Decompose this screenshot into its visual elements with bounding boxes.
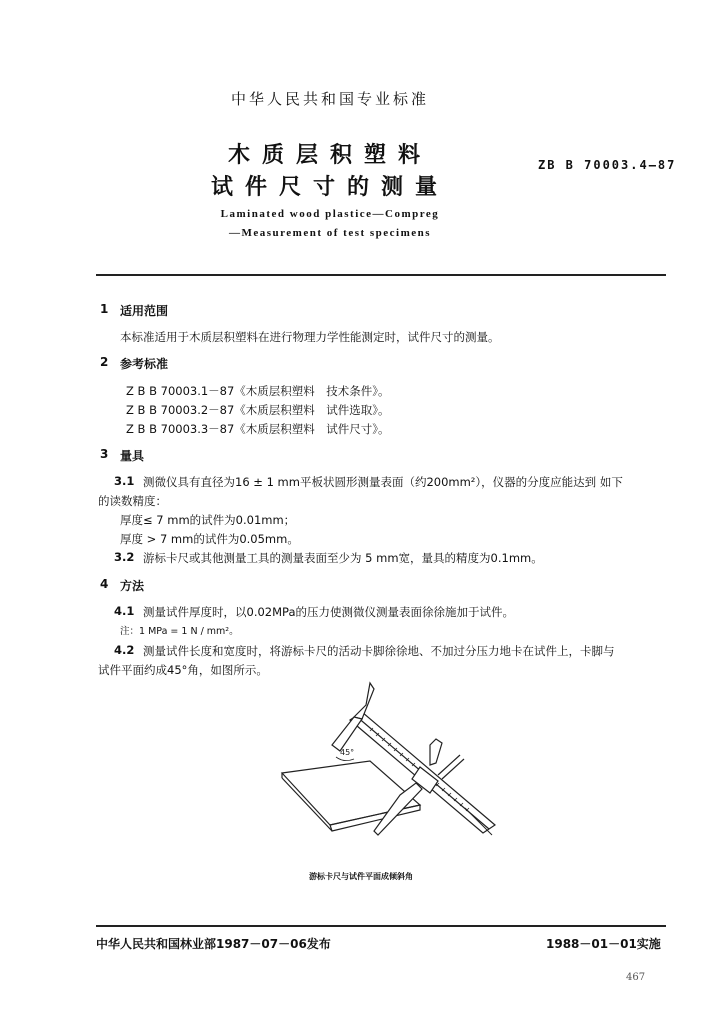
clause-3-1-text: 测微仪具有直径为16 ± 1 mm平板状圆形测量表面（约200mm²），仪器的分度应能达到 如下 [143, 475, 623, 489]
note: 注：1 MPa = 1 N / mm²。 [120, 626, 239, 637]
clause-3-1-number: 3.1 [114, 474, 135, 488]
clause-4-1-number: 4.1 [114, 604, 135, 618]
english-title-line-2: —Measurement of test specimens [228, 227, 432, 239]
section-2-title: 参考标准 [120, 357, 169, 371]
clause-3-1-item: 厚度 > 7 mm的试件为0.05mm。 [120, 532, 299, 546]
section-2-number: 2 [100, 355, 109, 369]
angle-arc [336, 757, 354, 761]
figure-caption: 游标卡尺与试件平面成倾斜角 [309, 872, 413, 881]
issuing-authority: 中华人民共和国专业标准 [230, 90, 429, 108]
clause-4-1-text: 测量试件厚度时，以0.02MPa的压力使测微仪测量表面徐徐施加于试件。 [143, 605, 514, 619]
footer-divider [96, 925, 666, 927]
section-3-title: 量具 [120, 449, 145, 463]
section-4-title: 方法 [120, 579, 145, 593]
section-1-number: 1 [100, 302, 109, 316]
section-3-number: 3 [100, 447, 109, 461]
caliper-figure [270, 675, 510, 865]
reference-item: Z B B 70003.2－87《木质层积塑料 试件选取》。 [126, 403, 390, 417]
section-1-text: 本标准适用于木质层积塑料在进行物理力学性能测定时，试件尺寸的测量。 [120, 330, 500, 344]
clause-3-2-number: 3.2 [114, 550, 135, 564]
reference-item: Z B B 70003.3－87《木质层积塑料 试件尺寸》。 [126, 422, 390, 436]
header-divider [96, 274, 666, 276]
issue-date: 中华人民共和国林业部1987－07－06发布 [96, 937, 331, 951]
standard-number: ZB B 70003.4—87 [538, 158, 677, 172]
page-number: 467 [626, 972, 646, 983]
angle-label: 45° [340, 748, 355, 757]
clause-3-1-item: 厚度≤ 7 mm的试件为0.01mm； [120, 513, 296, 527]
title-line-2: 试件尺寸的测量 [210, 175, 449, 200]
section-4-number: 4 [100, 577, 109, 591]
clause-3-1-text-cont: 的读数精度： [98, 494, 167, 508]
clause-4-2-text: 测量试件长度和宽度时，将游标卡尺的活动卡脚徐徐地、不加过分压力地卡在试件上，卡脚与 [143, 644, 615, 658]
clause-4-2-number: 4.2 [114, 643, 135, 657]
clause-3-2-text: 游标卡尺或其他测量工具的测量表面至少为 5 mm宽，量具的精度为0.1mm。 [143, 551, 543, 565]
effective-date: 1988－01－01实施 [546, 937, 661, 951]
english-title-line-1: Laminated wood plastice—Compreg [220, 208, 440, 220]
reference-item: Z B B 70003.1－87《木质层积塑料 技术条件》。 [126, 384, 390, 398]
section-1-title: 适用范围 [120, 304, 169, 318]
title-line-1: 木质层积塑料 [227, 143, 432, 168]
clause-4-2-text-cont: 试件平面约成45°角，如图所示。 [98, 663, 268, 677]
